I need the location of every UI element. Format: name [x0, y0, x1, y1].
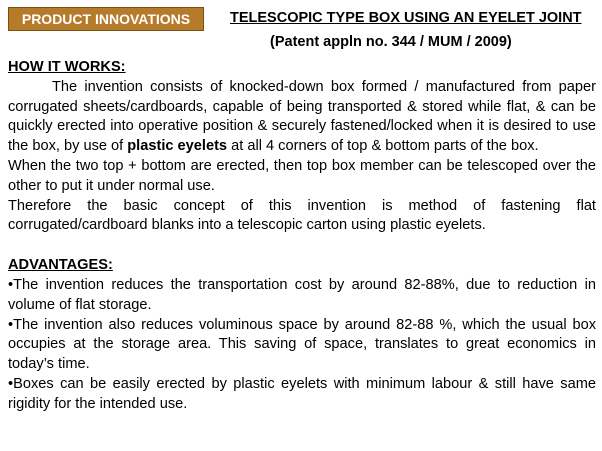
section-badge: PRODUCT INNOVATIONS	[8, 7, 204, 31]
how-it-works-heading: HOW IT WORKS:	[8, 59, 126, 75]
plastic-eyelets-emphasis: plastic eyelets	[127, 138, 228, 155]
advantages-heading: ADVANTAGES:	[8, 257, 113, 274]
document-body	[8, 58, 596, 415]
paragraph-1-text-start: The invention consists of knocked-down box formed / manufactured from paper corrugated sheets/cardboards, capable of being transported & stored while flat, & can be quickly erected into operative position & securely fastened/locked when it is desired to use the box, by use of	[8, 78, 596, 155]
how-it-works-paragraph-2: When the two top + bottom are erected, then top box member can be telescoped over the other to put it under normal use.	[8, 157, 596, 194]
section-spacer	[8, 236, 596, 256]
document-title: TELESCOPIC TYPE BOX USING AN EYELET JOINT	[230, 10, 582, 26]
patent-reference: (Patent appln no. 344 / MUM / 2009)	[270, 34, 512, 50]
advantage-item-2: •The invention also reduces voluminous space by around 82-88 %, which the usual box occupies at the storage area. This saving of space, translates to great economics in today’s time.	[8, 316, 596, 373]
how-it-works-paragraph-3: Therefore the basic concept of this invention is method of fastening flat corrugated/cardboard blanks into a telescopic carton using plastic eyelets.	[8, 197, 596, 234]
advantage-item-3: •Boxes can be easily erected by plastic eyelets with minimum labour & still have same rigidity for the intended use.	[8, 375, 596, 412]
advantage-item-1: •The invention reduces the transportation cost by around 82-88%, due to reduction in volume of flat storage.	[8, 276, 596, 313]
how-it-works-paragraph-1	[8, 78, 596, 157]
paragraph-1-text-end: at all 4 corners of top & bottom parts of the box.	[227, 138, 539, 155]
